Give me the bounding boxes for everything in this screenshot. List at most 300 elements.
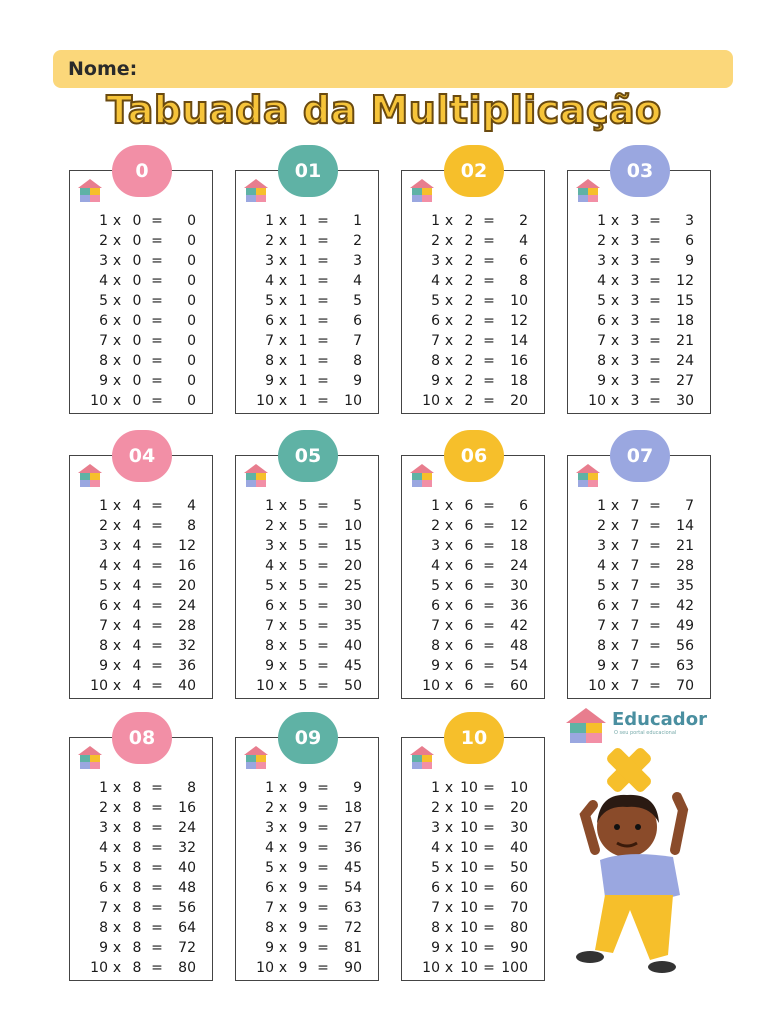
table-row <box>402 271 544 291</box>
product: 7 <box>353 333 362 349</box>
puzzle-house-icon <box>76 177 104 203</box>
table-card <box>401 445 545 699</box>
equals-sign: = <box>317 920 329 936</box>
equals-sign: = <box>483 840 495 856</box>
factor-b: 2 <box>464 353 474 369</box>
factor-b: 10 <box>460 900 478 916</box>
table-rows <box>568 211 710 411</box>
product: 36 <box>510 598 528 614</box>
product: 0 <box>187 373 196 389</box>
equals-sign: = <box>483 333 495 349</box>
product: 70 <box>676 678 694 694</box>
product: 24 <box>178 598 196 614</box>
product: 18 <box>510 373 528 389</box>
factor-a: 2 <box>431 800 440 816</box>
times-sign: x <box>610 678 620 694</box>
times-sign: x <box>610 313 620 329</box>
page-title: Tabuada da Multiplicação <box>106 88 662 132</box>
equals-sign: = <box>483 638 495 654</box>
times-sign: x <box>278 860 288 876</box>
table-row <box>236 938 378 958</box>
product: 0 <box>187 233 196 249</box>
puzzle-house-icon <box>242 177 270 203</box>
table-row <box>402 536 544 556</box>
table-row <box>70 536 212 556</box>
factor-a: 10 <box>90 393 108 409</box>
table-row <box>402 878 544 898</box>
product: 49 <box>676 618 694 634</box>
factor-b: 2 <box>464 213 474 229</box>
factor-b: 2 <box>464 393 474 409</box>
factor-a: 9 <box>431 940 440 956</box>
table-rows <box>402 211 544 411</box>
factor-b: 4 <box>132 518 142 534</box>
product: 6 <box>519 253 528 269</box>
equals-sign: = <box>317 518 329 534</box>
factor-b: 3 <box>630 233 640 249</box>
times-sign: x <box>112 618 122 634</box>
puzzle-house-icon <box>408 744 436 770</box>
equals-sign: = <box>151 920 163 936</box>
factor-b: 1 <box>298 213 308 229</box>
table-row <box>402 858 544 878</box>
factor-b: 0 <box>132 273 142 289</box>
factor-b: 5 <box>298 658 308 674</box>
product: 18 <box>676 313 694 329</box>
factor-b: 1 <box>298 353 308 369</box>
factor-a: 3 <box>99 820 108 836</box>
equals-sign: = <box>483 860 495 876</box>
times-sign: x <box>278 498 288 514</box>
equals-sign: = <box>483 558 495 574</box>
equals-sign: = <box>483 233 495 249</box>
times-sign: x <box>112 678 122 694</box>
times-sign: x <box>444 860 454 876</box>
times-sign: x <box>444 800 454 816</box>
factor-a: 6 <box>265 313 274 329</box>
product: 20 <box>178 578 196 594</box>
equals-sign: = <box>151 960 163 976</box>
factor-b: 3 <box>630 373 640 389</box>
factor-b: 9 <box>298 940 308 956</box>
factor-b: 4 <box>132 678 142 694</box>
times-sign: x <box>112 820 122 836</box>
times-sign: x <box>610 618 620 634</box>
factor-b: 7 <box>630 538 640 554</box>
times-sign: x <box>444 233 454 249</box>
table-row <box>70 878 212 898</box>
factor-b: 5 <box>298 538 308 554</box>
table-row <box>236 596 378 616</box>
equals-sign: = <box>649 638 661 654</box>
table-row <box>236 516 378 536</box>
factor-a: 9 <box>99 940 108 956</box>
times-sign: x <box>444 538 454 554</box>
times-sign: x <box>610 638 620 654</box>
equals-sign: = <box>649 353 661 369</box>
factor-b: 4 <box>132 598 142 614</box>
times-sign: x <box>444 598 454 614</box>
times-sign: x <box>444 518 454 534</box>
factor-a: 7 <box>99 618 108 634</box>
equals-sign: = <box>649 333 661 349</box>
factor-b: 10 <box>460 820 478 836</box>
equals-sign: = <box>151 353 163 369</box>
table-row <box>402 371 544 391</box>
table-card <box>69 445 213 699</box>
product: 90 <box>510 940 528 956</box>
times-sign: x <box>610 253 620 269</box>
factor-a: 3 <box>431 820 440 836</box>
product: 35 <box>676 578 694 594</box>
equals-sign: = <box>649 273 661 289</box>
table-row <box>70 798 212 818</box>
table-badge: 08 <box>112 712 172 764</box>
factor-a: 4 <box>597 558 606 574</box>
factor-a: 4 <box>265 273 274 289</box>
times-sign: x <box>278 518 288 534</box>
times-sign: x <box>278 840 288 856</box>
product: 70 <box>510 900 528 916</box>
equals-sign: = <box>649 313 661 329</box>
factor-a: 1 <box>265 213 274 229</box>
times-sign: x <box>444 333 454 349</box>
product: 42 <box>510 618 528 634</box>
table-badge: 10 <box>444 712 504 764</box>
factor-b: 10 <box>460 800 478 816</box>
table-row <box>70 351 212 371</box>
times-sign: x <box>112 578 122 594</box>
factor-a: 6 <box>431 880 440 896</box>
times-sign: x <box>444 393 454 409</box>
times-sign: x <box>112 860 122 876</box>
factor-a: 1 <box>99 498 108 514</box>
factor-a: 1 <box>431 498 440 514</box>
factor-a: 5 <box>431 578 440 594</box>
equals-sign: = <box>151 900 163 916</box>
equals-sign: = <box>649 678 661 694</box>
table-rows <box>70 778 212 978</box>
product: 25 <box>344 578 362 594</box>
table-row <box>568 656 710 676</box>
product: 81 <box>344 940 362 956</box>
factor-b: 4 <box>132 498 142 514</box>
times-sign: x <box>444 900 454 916</box>
product: 16 <box>178 558 196 574</box>
table-row <box>70 576 212 596</box>
puzzle-house-icon <box>574 177 602 203</box>
equals-sign: = <box>317 373 329 389</box>
table-row <box>568 271 710 291</box>
product: 40 <box>178 678 196 694</box>
table-row <box>70 391 212 411</box>
factor-b: 1 <box>298 273 308 289</box>
factor-a: 9 <box>597 658 606 674</box>
factor-b: 9 <box>298 840 308 856</box>
factor-a: 5 <box>597 293 606 309</box>
factor-a: 10 <box>422 678 440 694</box>
table-rows <box>236 778 378 978</box>
equals-sign: = <box>317 880 329 896</box>
factor-b: 4 <box>132 578 142 594</box>
times-sign: x <box>610 293 620 309</box>
factor-b: 7 <box>630 638 640 654</box>
product: 0 <box>187 353 196 369</box>
product: 2 <box>353 233 362 249</box>
times-sign: x <box>112 518 122 534</box>
product: 0 <box>187 273 196 289</box>
times-sign: x <box>610 333 620 349</box>
factor-b: 7 <box>630 678 640 694</box>
table-row <box>402 818 544 838</box>
product: 56 <box>676 638 694 654</box>
equals-sign: = <box>151 800 163 816</box>
factor-b: 4 <box>132 538 142 554</box>
product: 21 <box>676 538 694 554</box>
equals-sign: = <box>317 780 329 796</box>
factor-a: 8 <box>597 353 606 369</box>
factor-b: 2 <box>464 333 474 349</box>
equals-sign: = <box>483 820 495 836</box>
factor-a: 6 <box>431 313 440 329</box>
equals-sign: = <box>649 373 661 389</box>
times-sign: x <box>112 353 122 369</box>
product: 80 <box>510 920 528 936</box>
table-row <box>70 231 212 251</box>
table-row <box>568 596 710 616</box>
times-sign: x <box>112 900 122 916</box>
product: 14 <box>510 333 528 349</box>
table-rows <box>236 211 378 411</box>
factor-a: 3 <box>597 253 606 269</box>
factor-a: 5 <box>99 578 108 594</box>
factor-b: 6 <box>464 538 474 554</box>
product: 28 <box>178 618 196 634</box>
table-row <box>402 596 544 616</box>
factor-a: 1 <box>265 498 274 514</box>
factor-a: 1 <box>99 780 108 796</box>
times-sign: x <box>444 618 454 634</box>
table-row <box>236 838 378 858</box>
factor-a: 7 <box>99 900 108 916</box>
table-row <box>70 291 212 311</box>
product: 8 <box>187 780 196 796</box>
table-row <box>402 516 544 536</box>
factor-b: 4 <box>132 638 142 654</box>
table-row <box>402 616 544 636</box>
factor-a: 6 <box>99 313 108 329</box>
factor-a: 4 <box>99 273 108 289</box>
product: 6 <box>519 498 528 514</box>
factor-a: 2 <box>99 800 108 816</box>
equals-sign: = <box>151 860 163 876</box>
equals-sign: = <box>317 233 329 249</box>
equals-sign: = <box>317 333 329 349</box>
table-row <box>70 818 212 838</box>
factor-a: 7 <box>597 618 606 634</box>
times-sign: x <box>112 880 122 896</box>
factor-a: 1 <box>431 780 440 796</box>
table-row <box>402 211 544 231</box>
factor-b: 5 <box>298 638 308 654</box>
product: 24 <box>178 820 196 836</box>
product: 54 <box>510 658 528 674</box>
equals-sign: = <box>317 678 329 694</box>
table-row <box>236 878 378 898</box>
product: 63 <box>344 900 362 916</box>
factor-a: 10 <box>422 960 440 976</box>
times-sign: x <box>112 940 122 956</box>
equals-sign: = <box>649 538 661 554</box>
equals-sign: = <box>151 820 163 836</box>
product: 45 <box>344 860 362 876</box>
factor-b: 1 <box>298 253 308 269</box>
product: 12 <box>510 313 528 329</box>
factor-a: 1 <box>431 213 440 229</box>
factor-b: 0 <box>132 233 142 249</box>
table-row <box>236 351 378 371</box>
table-row <box>236 636 378 656</box>
equals-sign: = <box>317 213 329 229</box>
factor-b: 6 <box>464 678 474 694</box>
equals-sign: = <box>151 638 163 654</box>
table-row <box>568 391 710 411</box>
equals-sign: = <box>483 900 495 916</box>
table-row <box>70 331 212 351</box>
equals-sign: = <box>151 213 163 229</box>
equals-sign: = <box>317 860 329 876</box>
product: 100 <box>501 960 528 976</box>
table-row <box>70 371 212 391</box>
table-row <box>402 798 544 818</box>
factor-a: 3 <box>265 253 274 269</box>
factor-b: 8 <box>132 780 142 796</box>
factor-a: 8 <box>431 638 440 654</box>
table-row <box>402 838 544 858</box>
equals-sign: = <box>317 820 329 836</box>
table-row <box>402 496 544 516</box>
factor-a: 4 <box>265 840 274 856</box>
factor-a: 7 <box>597 333 606 349</box>
table-row <box>236 311 378 331</box>
times-sign: x <box>278 820 288 836</box>
product: 15 <box>676 293 694 309</box>
factor-b: 5 <box>298 498 308 514</box>
equals-sign: = <box>317 538 329 554</box>
product: 54 <box>344 880 362 896</box>
table-card <box>567 160 711 414</box>
factor-a: 5 <box>99 860 108 876</box>
equals-sign: = <box>151 373 163 389</box>
equals-sign: = <box>151 293 163 309</box>
factor-b: 9 <box>298 960 308 976</box>
times-sign: x <box>444 498 454 514</box>
factor-b: 8 <box>132 880 142 896</box>
product: 9 <box>353 373 362 389</box>
factor-a: 7 <box>431 333 440 349</box>
product: 30 <box>510 820 528 836</box>
times-sign: x <box>610 538 620 554</box>
times-sign: x <box>112 253 122 269</box>
brand-tagline: O seu portal educacional <box>614 730 677 736</box>
times-sign: x <box>278 900 288 916</box>
factor-b: 3 <box>630 353 640 369</box>
factor-a: 10 <box>90 678 108 694</box>
product: 0 <box>187 333 196 349</box>
times-sign: x <box>444 638 454 654</box>
factor-b: 8 <box>132 800 142 816</box>
factor-a: 8 <box>99 920 108 936</box>
product: 56 <box>178 900 196 916</box>
puzzle-house-icon <box>562 705 610 745</box>
times-sign: x <box>278 233 288 249</box>
puzzle-house-icon <box>242 462 270 488</box>
times-sign: x <box>610 498 620 514</box>
factor-a: 7 <box>99 333 108 349</box>
table-row <box>236 556 378 576</box>
times-sign: x <box>112 658 122 674</box>
table-badge: 03 <box>610 145 670 197</box>
factor-b: 3 <box>630 273 640 289</box>
product: 30 <box>510 578 528 594</box>
equals-sign: = <box>483 800 495 816</box>
equals-sign: = <box>317 498 329 514</box>
table-row <box>402 391 544 411</box>
factor-b: 6 <box>464 598 474 614</box>
times-sign: x <box>444 213 454 229</box>
factor-a: 3 <box>597 538 606 554</box>
product: 36 <box>344 840 362 856</box>
table-row <box>568 331 710 351</box>
product: 36 <box>178 658 196 674</box>
equals-sign: = <box>483 373 495 389</box>
product: 27 <box>344 820 362 836</box>
times-sign: x <box>112 393 122 409</box>
product: 18 <box>344 800 362 816</box>
factor-b: 7 <box>630 518 640 534</box>
factor-a: 6 <box>597 598 606 614</box>
times-sign: x <box>610 353 620 369</box>
equals-sign: = <box>151 880 163 896</box>
factor-a: 10 <box>422 393 440 409</box>
equals-sign: = <box>649 618 661 634</box>
factor-b: 6 <box>464 638 474 654</box>
times-sign: x <box>444 960 454 976</box>
times-sign: x <box>610 213 620 229</box>
equals-sign: = <box>151 498 163 514</box>
equals-sign: = <box>483 780 495 796</box>
times-sign: x <box>112 213 122 229</box>
table-row <box>236 251 378 271</box>
name-field[interactable] <box>53 50 733 88</box>
table-row <box>70 656 212 676</box>
factor-b: 5 <box>298 678 308 694</box>
child-illustration <box>565 745 715 985</box>
equals-sign: = <box>317 598 329 614</box>
equals-sign: = <box>151 558 163 574</box>
equals-sign: = <box>483 293 495 309</box>
times-sign: x <box>278 313 288 329</box>
table-card <box>401 727 545 981</box>
factor-b: 7 <box>630 578 640 594</box>
table-row <box>70 616 212 636</box>
factor-b: 7 <box>630 618 640 634</box>
table-card <box>69 160 213 414</box>
times-sign: x <box>610 558 620 574</box>
factor-b: 3 <box>630 313 640 329</box>
product: 40 <box>510 840 528 856</box>
times-sign: x <box>112 840 122 856</box>
